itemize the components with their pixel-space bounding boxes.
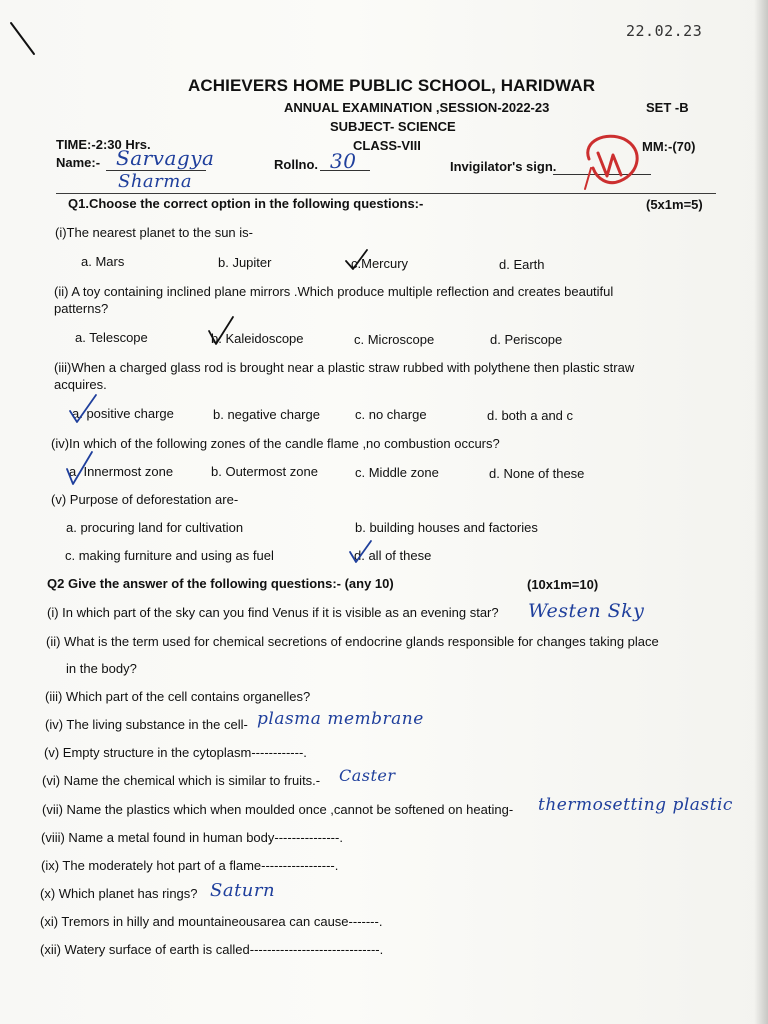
q2-ix-question: (ix) The moderately hot part of a flame-----------------. bbox=[41, 858, 339, 873]
q1-ii-option-b: b. Kaleidoscope bbox=[211, 331, 304, 346]
school-name: ACHIEVERS HOME PUBLIC SCHOOL, HARIDWAR bbox=[188, 76, 596, 95]
q1-ii-option-c: c. Microscope bbox=[354, 332, 435, 347]
q1-iii-question-line1: (iii)When a charged glass rod is brought near a plastic straw rubbed with polythene then plastic straw bbox=[54, 360, 635, 375]
q1-ii-question-line2: patterns? bbox=[54, 301, 109, 316]
q1-i-option-c: c.Mercury bbox=[351, 256, 409, 271]
max-marks-label: MM:-(70) bbox=[642, 139, 696, 154]
q2-ii-question-line1: (ii) What is the term used for chemical secretions of endocrine glands responsible for changes taking place bbox=[46, 634, 659, 649]
q1-title: Q1.Choose the correct option in the following questions:- bbox=[68, 196, 424, 211]
rollno-value: 30 bbox=[330, 149, 357, 173]
q1-v-option-a: a. procuring land for cultivation bbox=[66, 520, 244, 535]
tick-mark-q1-v bbox=[347, 538, 375, 566]
q1-iv-option-a: a. Innermost zone bbox=[69, 464, 174, 479]
q2-vii-question: (vii) Name the plastics which when moulded once ,cannot be softened on heating- bbox=[42, 802, 514, 817]
time-label: TIME:-2:30 Hrs. bbox=[56, 137, 151, 152]
q2-v-question: (v) Empty structure in the cytoplasm------------. bbox=[44, 745, 307, 760]
q2-ii-question-line2: in the body? bbox=[66, 661, 137, 676]
q1-v-question: (v) Purpose of deforestation are- bbox=[51, 492, 239, 507]
student-name-line2: Sharma bbox=[118, 171, 193, 192]
q1-i-question: (i)The nearest planet to the sun is- bbox=[55, 225, 253, 240]
q2-i-answer: Westen Sky bbox=[528, 600, 645, 622]
q1-ii-question-line1: (ii) A toy containing inclined plane mirrors .Which produce multiple reflection and creates beautiful bbox=[54, 284, 614, 299]
q1-iii-option-a: a. positive charge bbox=[72, 406, 174, 421]
q1-i-option-a: a. Mars bbox=[81, 254, 125, 269]
tick-mark-q1-i bbox=[343, 247, 371, 273]
class-label: CLASS-VIII bbox=[353, 138, 421, 153]
invigilator-signature-mark bbox=[572, 131, 652, 193]
q1-iv-option-c: c. Middle zone bbox=[355, 465, 439, 480]
q2-title: Q2 Give the answer of the following questions:- (any 10) bbox=[47, 576, 394, 591]
q2-xii-question: (xii) Watery surface of earth is called------------------------------. bbox=[40, 942, 384, 957]
q1-iv-option-b: b. Outermost zone bbox=[211, 464, 318, 479]
q1-v-option-d: d. all of these bbox=[354, 548, 432, 563]
q2-x-question: (x) Which planet has rings? bbox=[40, 886, 198, 901]
q1-i-option-b: b. Jupiter bbox=[218, 255, 272, 270]
q1-iv-option-d: d. None of these bbox=[489, 466, 585, 481]
q2-viii-question: (viii) Name a metal found in human body---------------. bbox=[41, 830, 343, 845]
tick-mark-q1-ii bbox=[205, 314, 237, 348]
name-label: Name:- bbox=[56, 155, 101, 170]
q2-vii-answer: thermosetting plastic bbox=[538, 795, 733, 815]
q2-vi-question: (vi) Name the chemical which is similar to fruits.- bbox=[42, 773, 321, 788]
header-divider bbox=[56, 193, 716, 194]
corner-slash-mark bbox=[8, 20, 38, 60]
q1-v-option-b: b. building houses and factories bbox=[355, 520, 538, 535]
q1-ii-option-a: a. Telescope bbox=[75, 330, 148, 345]
q2-x-answer: Saturn bbox=[210, 880, 276, 901]
q1-ii-option-d: d. Periscope bbox=[490, 332, 563, 347]
exam-date: 22.02.23 bbox=[626, 22, 703, 40]
invigilator-label: Invigilator's sign. bbox=[450, 159, 557, 174]
q1-marks: (5x1m=5) bbox=[646, 197, 703, 212]
q1-iii-option-d: d. both a and c bbox=[487, 408, 574, 423]
q2-vi-answer: Caster bbox=[339, 766, 396, 785]
tick-mark-q1-iv bbox=[63, 449, 97, 489]
q2-xi-question: (xi) Tremors in hilly and mountaineousarea can cause-------. bbox=[40, 914, 383, 929]
q2-iv-question: (iv) The living substance in the cell- bbox=[45, 717, 248, 732]
q2-i-question: (i) In which part of the sky can you find Venus if it is visible as an evening star? bbox=[47, 605, 499, 620]
rollno-label: Rollno. bbox=[274, 157, 319, 172]
q1-v-option-c: c. making furniture and using as fuel bbox=[65, 548, 274, 563]
q2-iii-question: (iii) Which part of the cell contains organelles? bbox=[45, 689, 311, 704]
q1-i-option-d: d. Earth bbox=[499, 257, 545, 272]
tick-mark-q1-iii bbox=[66, 392, 100, 426]
page-edge-shadow bbox=[754, 0, 768, 1024]
q1-iii-option-c: c. no charge bbox=[355, 407, 427, 422]
q1-iii-question-line2: acquires. bbox=[54, 377, 107, 392]
q1-iii-option-b: b. negative charge bbox=[213, 407, 320, 422]
subject-label: SUBJECT- SCIENCE bbox=[330, 119, 456, 134]
q2-iv-answer: plasma membrane bbox=[257, 709, 424, 729]
q1-iv-question: (iv)In which of the following zones of the candle flame ,no combustion occurs? bbox=[51, 436, 500, 451]
student-name-line1: Sarvagya bbox=[116, 146, 215, 170]
exam-title: ANNUAL EXAMINATION ,SESSION-2022-23 bbox=[284, 100, 550, 115]
set-label: SET -B bbox=[646, 100, 689, 115]
q2-marks: (10x1m=10) bbox=[527, 577, 599, 592]
